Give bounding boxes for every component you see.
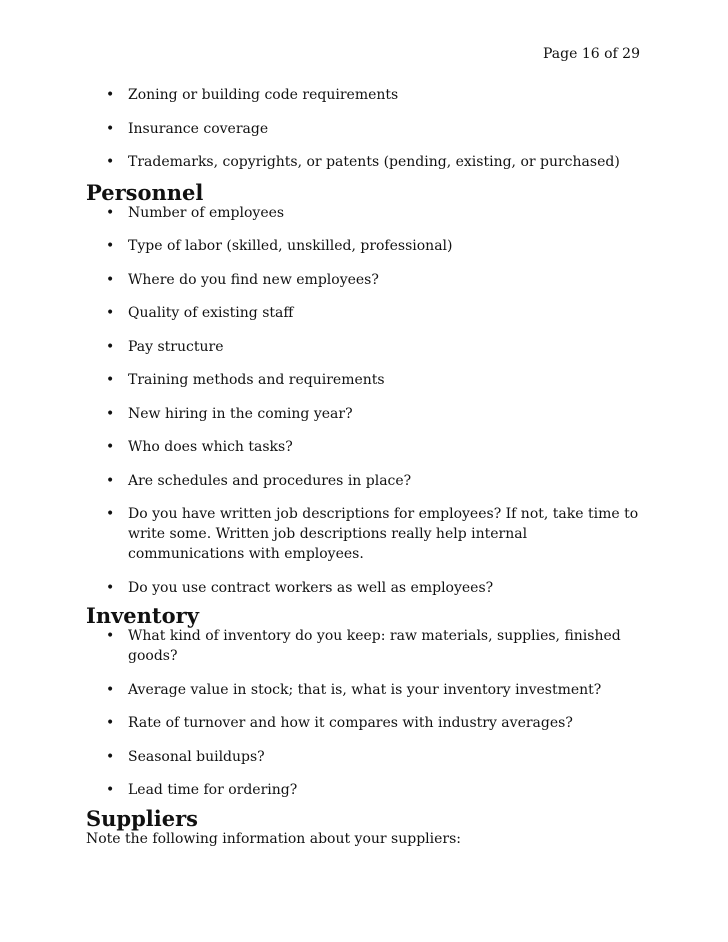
bullet-icon: • [106, 372, 115, 388]
list-item-text: Seasonal buildups? [128, 748, 265, 765]
bullet-icon: • [106, 748, 115, 765]
list-item-text: Average value in stock; that is, what is your inventory investment? [128, 681, 602, 698]
list-item-text: Lead time for ordering? [128, 782, 298, 798]
bullet-icon: • [106, 271, 115, 288]
list-item [86, 303, 646, 323]
page-number: Page 16 of 29 [543, 46, 640, 62]
section-heading-inventory: Inventory [86, 603, 199, 628]
list-item-text: Do you use contract workers as well as employees? [128, 579, 494, 596]
bullet-icon: • [106, 628, 115, 644]
list-item-text: Zoning or building code requirements [128, 87, 399, 103]
list-item [86, 626, 646, 666]
suppliers-note: Note the following information about your suppliers: [86, 830, 462, 847]
section-heading-personnel: Personnel [86, 179, 204, 205]
list-item [86, 370, 646, 390]
bullet-icon: • [106, 405, 115, 422]
document-body [86, 85, 646, 849]
list-item-text: Rate of turnover and how it compares with industry averages? [128, 715, 573, 731]
list-item [86, 437, 646, 457]
list-item [86, 236, 646, 256]
bullet-icon: • [106, 439, 115, 455]
section-heading-suppliers: Suppliers [86, 805, 199, 831]
bullet-icon: • [106, 782, 115, 798]
bullet-icon: • [106, 305, 115, 321]
list-item-text: New hiring in the coming year? [128, 405, 353, 422]
list-item [86, 780, 646, 800]
bullet-icon: • [106, 204, 115, 221]
list-item-text: Are schedules and procedures in place? [128, 472, 412, 489]
list-item [86, 152, 646, 172]
list-item [86, 119, 646, 139]
list-item-text: What kind of inventory do you keep: raw materials, supplies, finished goods? [128, 628, 621, 664]
list-item [86, 85, 646, 105]
list-item [86, 471, 646, 491]
list-item [86, 270, 646, 290]
list-item-text: Do you have written job descriptions for employees? If not, take time to write some. Written job descriptions really help internal communications with employees. [128, 506, 639, 562]
bullet-icon: • [106, 715, 115, 731]
bullet-icon: • [106, 579, 115, 596]
bullet-icon: • [106, 681, 115, 698]
list-item-text: Number of employees [128, 204, 285, 221]
list-item [86, 337, 646, 357]
bullet-icon: • [106, 154, 115, 170]
inventory-list [86, 626, 646, 800]
list-item [86, 203, 646, 223]
list-item-text: Who does which tasks? [128, 439, 293, 455]
list-item [86, 680, 646, 700]
personnel-list [86, 203, 646, 598]
list-item-text: Pay structure [128, 338, 224, 355]
list-item-text: Where do you find new employees? [128, 271, 379, 288]
bullet-icon: • [106, 506, 115, 522]
bullet-icon: • [106, 472, 115, 489]
list-item [86, 504, 646, 564]
bullet-icon: • [106, 120, 115, 137]
bullet-icon: • [106, 338, 115, 355]
bullet-icon: • [106, 87, 115, 103]
list-item [86, 578, 646, 598]
list-item-text: Quality of existing staff [128, 305, 294, 321]
list-item-text: Training methods and requirements [128, 372, 385, 388]
list-item-text: Insurance coverage [128, 120, 269, 137]
bullet-icon: • [106, 238, 115, 254]
list-item [86, 713, 646, 733]
list-item-text: Trademarks, copyrights, or patents (pending, existing, or purchased) [128, 154, 620, 170]
intro-list [86, 85, 646, 172]
list-item-text: Type of labor (skilled, unskilled, professional) [128, 238, 453, 254]
list-item [86, 747, 646, 767]
list-item [86, 404, 646, 424]
